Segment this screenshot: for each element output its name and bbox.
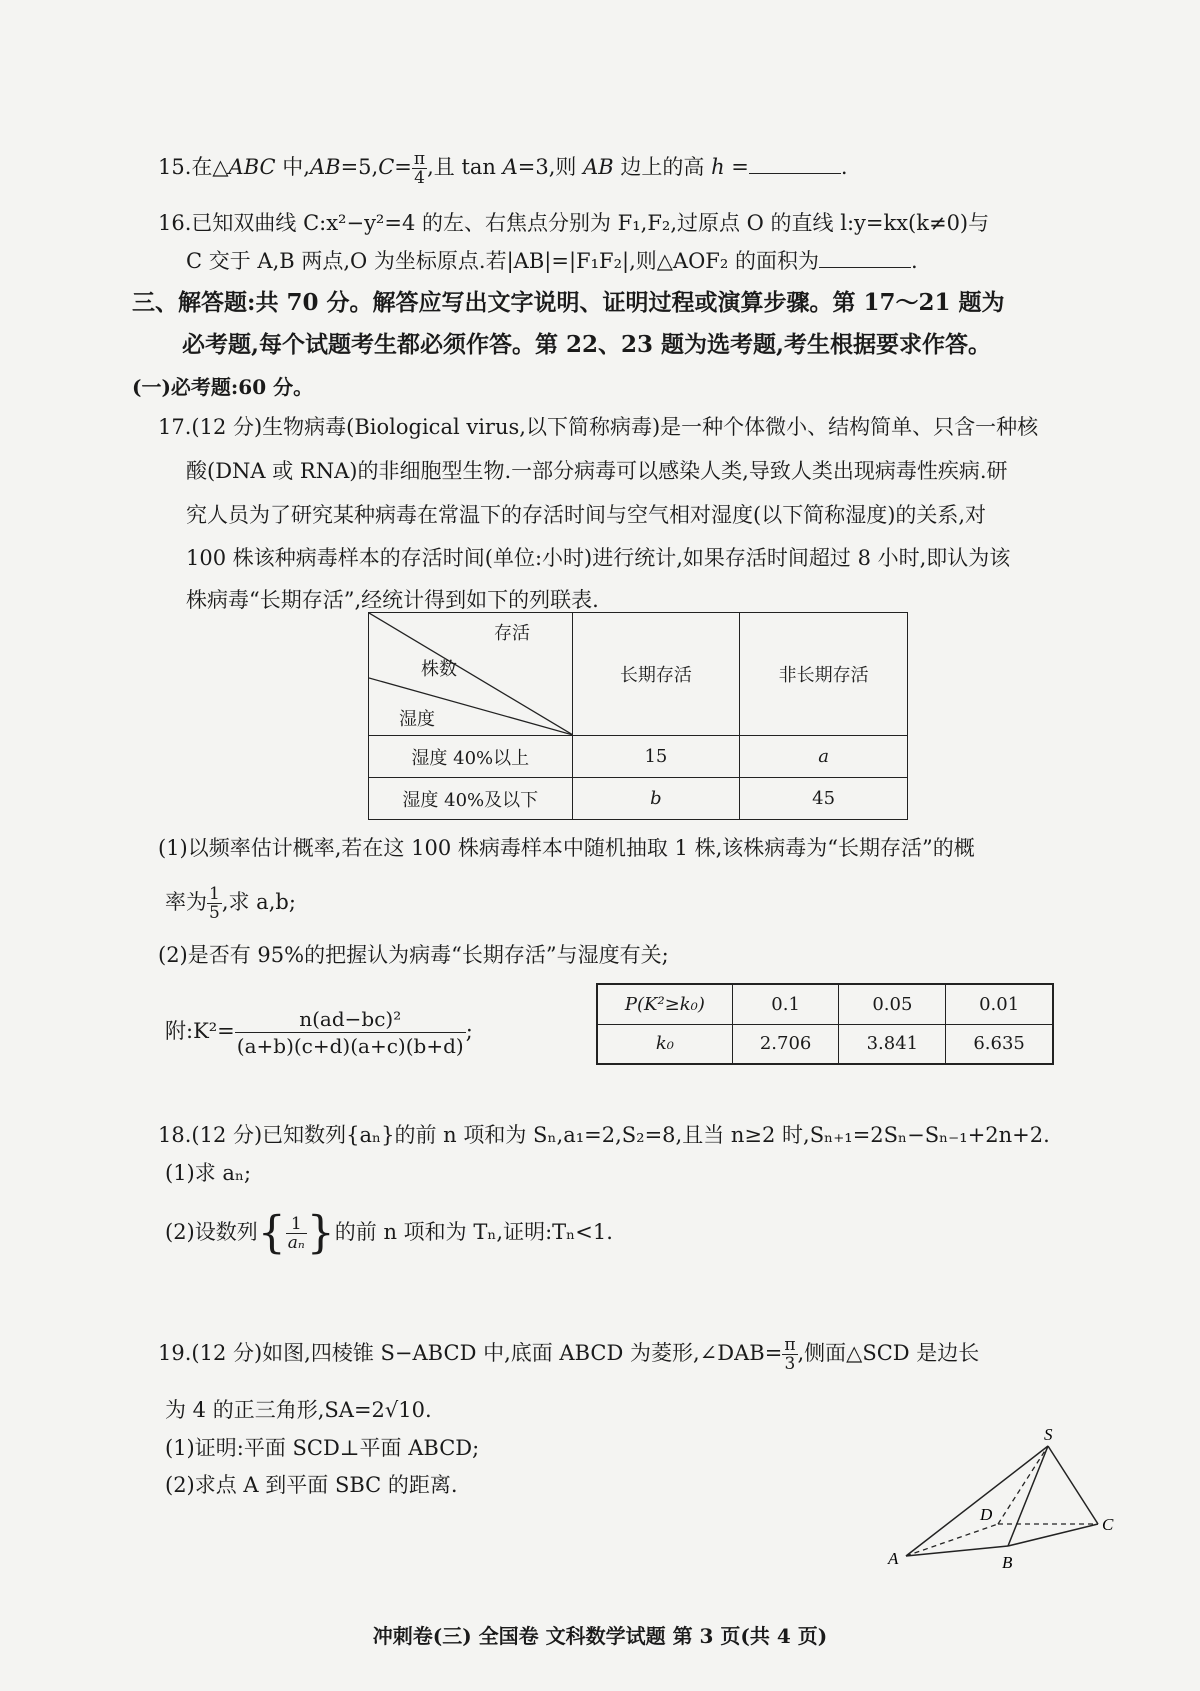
table-cell: a (740, 736, 908, 778)
q15-dot: . (840, 155, 848, 179)
table-cell: 45 (740, 778, 908, 820)
q15-text: =3,则 (517, 155, 584, 179)
q19-line2: 为 4 的正三角形,SA=2√10. (165, 1398, 432, 1422)
page-footer: 冲刺卷(三) 全国卷 文科数学试题 第 3 页(共 4 页) (372, 1624, 828, 1648)
q17-part1-line1: (1)以频率估计概率,若在这 100 株病毒样本中随机抽取 1 株,该株病毒为“长期存活”的概 (158, 836, 975, 860)
table-row (369, 778, 908, 820)
q17-line4: 100 株该种病毒样本的存活时间(单位:小时)进行统计,如果存活时间超过 8 小时,即认为该 (186, 546, 1011, 570)
k2-formula-suffix: ; (465, 1019, 473, 1043)
label-c: C (1102, 1515, 1114, 1534)
table-cell: 2.706 (732, 1024, 839, 1064)
q19-frac-den: 3 (784, 1354, 796, 1374)
corner-label-humidity: 湿度 (399, 709, 435, 730)
label-b: B (1002, 1553, 1013, 1572)
k2-frac-num: n(ad−bc)² (235, 1006, 466, 1033)
q19-line1 (158, 1336, 979, 1373)
table-cell: 0.05 (839, 984, 946, 1024)
q15-tri: ABC (228, 155, 276, 179)
table-cell: b (572, 778, 740, 820)
q15-text: = (724, 155, 749, 179)
section3-heading-line1: 三、解答题:共 70 分。解答应写出文字说明、证明过程或演算步骤。第 17～21 题为 (132, 289, 1005, 316)
q18-frac-den: aₙ (287, 1233, 305, 1253)
table-cell: 0.01 (946, 984, 1053, 1024)
q15-fraction (412, 150, 427, 187)
label-s: S (1044, 1425, 1053, 1444)
edge-bc (1008, 1524, 1098, 1546)
section3-heading-line2: 必考题,每个试题考生都必须作答。第 22、23 题为选考题,考生根据要求作答。 (182, 331, 992, 358)
table-cell: 6.635 (946, 1024, 1053, 1064)
q15-text: = (394, 155, 412, 179)
table-corner-cell (369, 613, 573, 736)
q17-part2: (2)是否有 95%的把握认为病毒“长期存活”与湿度有关; (158, 943, 669, 967)
q16-line1: 16.已知双曲线 C:x²−y²=4 的左、右焦点分别为 F₁,F₂,过原点 O 的直线 l:y=kx(k≠0)与 (158, 211, 990, 235)
table-row (369, 613, 908, 736)
q15-h: h (711, 155, 725, 179)
q15-text: 15.在△ (158, 155, 229, 179)
table-cell: P(K²≥k₀) (597, 984, 732, 1024)
edge-sc (1048, 1446, 1098, 1524)
table-row (597, 1024, 1053, 1064)
q16-line2-text: C 交于 A,B 两点,O 为坐标原点.若|AB|=|F₁F₂|,则△AOF₂ 的面积为 (186, 249, 819, 273)
corner-label-survival: 存活 (494, 623, 530, 644)
q18-line3 (165, 1207, 613, 1259)
q15-frac-num: π (413, 149, 426, 169)
k2-formula (165, 1006, 473, 1059)
q19-line4: (2)求点 A 到平面 SBC 的距离. (165, 1473, 458, 1497)
q17-p1-fraction (207, 885, 222, 922)
edge-ab (906, 1546, 1008, 1556)
right-brace: } (306, 1207, 335, 1259)
label-d: D (980, 1505, 993, 1524)
q19-frac-num: π (784, 1335, 796, 1355)
q18-fraction (286, 1215, 307, 1252)
edge-sd-hidden (998, 1446, 1048, 1524)
q18-l3-text: 的前 n 项和为 Tₙ,证明:Tₙ<1. (334, 1220, 613, 1244)
table-cell: 0.1 (732, 984, 839, 1024)
q19-fraction (782, 1336, 797, 1373)
q17-line2: 酸(DNA 或 RNA)的非细胞型生物.一部分病毒可以感染人类,导致人类出现病毒性疾病.研 (186, 459, 1008, 483)
q15-a: A (502, 155, 518, 179)
section3-subheading: (一)必考题:60 分。 (132, 375, 314, 399)
q18-frac-num: 1 (286, 1215, 307, 1234)
q19-l1-text: ,侧面△SCD 是边长 (797, 1341, 980, 1365)
table-cell: 3.841 (839, 1024, 946, 1064)
corner-label-count: 株数 (421, 659, 457, 680)
q18-line2: (1)求 aₙ; (165, 1161, 252, 1185)
q16-line2 (186, 246, 918, 276)
table-cell: 15 (572, 736, 740, 778)
q15-text: 边上的高 (613, 155, 712, 179)
q15-c: C (378, 155, 395, 179)
q15-text: =5, (340, 155, 379, 179)
q15-ab: AB (309, 155, 341, 179)
table-header-nonlong: 非长期存活 (740, 613, 908, 736)
q15-ab2: AB (583, 155, 614, 179)
pyramid-figure (880, 1420, 1130, 1580)
q17-p1-frac-den: 5 (209, 903, 220, 923)
q15-text: 中, (275, 155, 310, 179)
table-header-long: 长期存活 (572, 613, 740, 736)
contingency-table (368, 612, 908, 820)
table-row (597, 984, 1053, 1024)
k2-fraction (235, 1006, 466, 1059)
table-cell: k₀ (597, 1024, 732, 1064)
q15-answer-blank[interactable] (749, 153, 841, 174)
q15-line (158, 150, 848, 187)
table-cell: 湿度 40%以上 (369, 736, 573, 778)
q17-line3: 究人员为了研究某种病毒在常温下的存活时间与空气相对湿度(以下简称湿度)的关系,对 (186, 503, 987, 527)
q17-line5: 株病毒“长期存活”,经统计得到如下的列联表. (186, 588, 599, 612)
q17-p1-frac-num: 1 (209, 884, 220, 904)
q17-p1-text: 率为 (165, 890, 207, 914)
q16-answer-blank[interactable] (819, 247, 911, 268)
q15-text: ,且 tan (427, 155, 503, 179)
k-table (596, 983, 1054, 1065)
q19-l1-text: 19.(12 分)如图,四棱锥 S−ABCD 中,底面 ABCD 为菱形,∠DAB= (158, 1341, 783, 1365)
q18-l3-text: (2)设数列 (165, 1220, 258, 1244)
table-cell: 湿度 40%及以下 (369, 778, 573, 820)
k2-formula-prefix: 附:K²= (165, 1019, 235, 1043)
q15-frac-den: 4 (414, 168, 425, 188)
q16-dot: . (910, 249, 918, 273)
left-brace: { (257, 1207, 286, 1259)
q17-part1-line2 (165, 885, 296, 922)
q17-line1: 17.(12 分)生物病毒(Biological virus,以下简称病毒)是一种个体微小、结构简单、只含一种核 (158, 415, 1039, 439)
table-row (369, 736, 908, 778)
q18-line1: 18.(12 分)已知数列{aₙ}的前 n 项和为 Sₙ,a₁=2,S₂=8,且当 n≥2 时,Sₙ₊₁=2Sₙ−Sₙ₋₁+2n+2. (158, 1123, 1050, 1147)
q17-p1-text: ,求 a,b; (221, 890, 296, 914)
q19-line3: (1)证明:平面 SCD⊥平面 ABCD; (165, 1436, 480, 1460)
label-a: A (888, 1549, 899, 1568)
k2-frac-den: (a+b)(c+d)(a+c)(b+d) (236, 1034, 464, 1058)
